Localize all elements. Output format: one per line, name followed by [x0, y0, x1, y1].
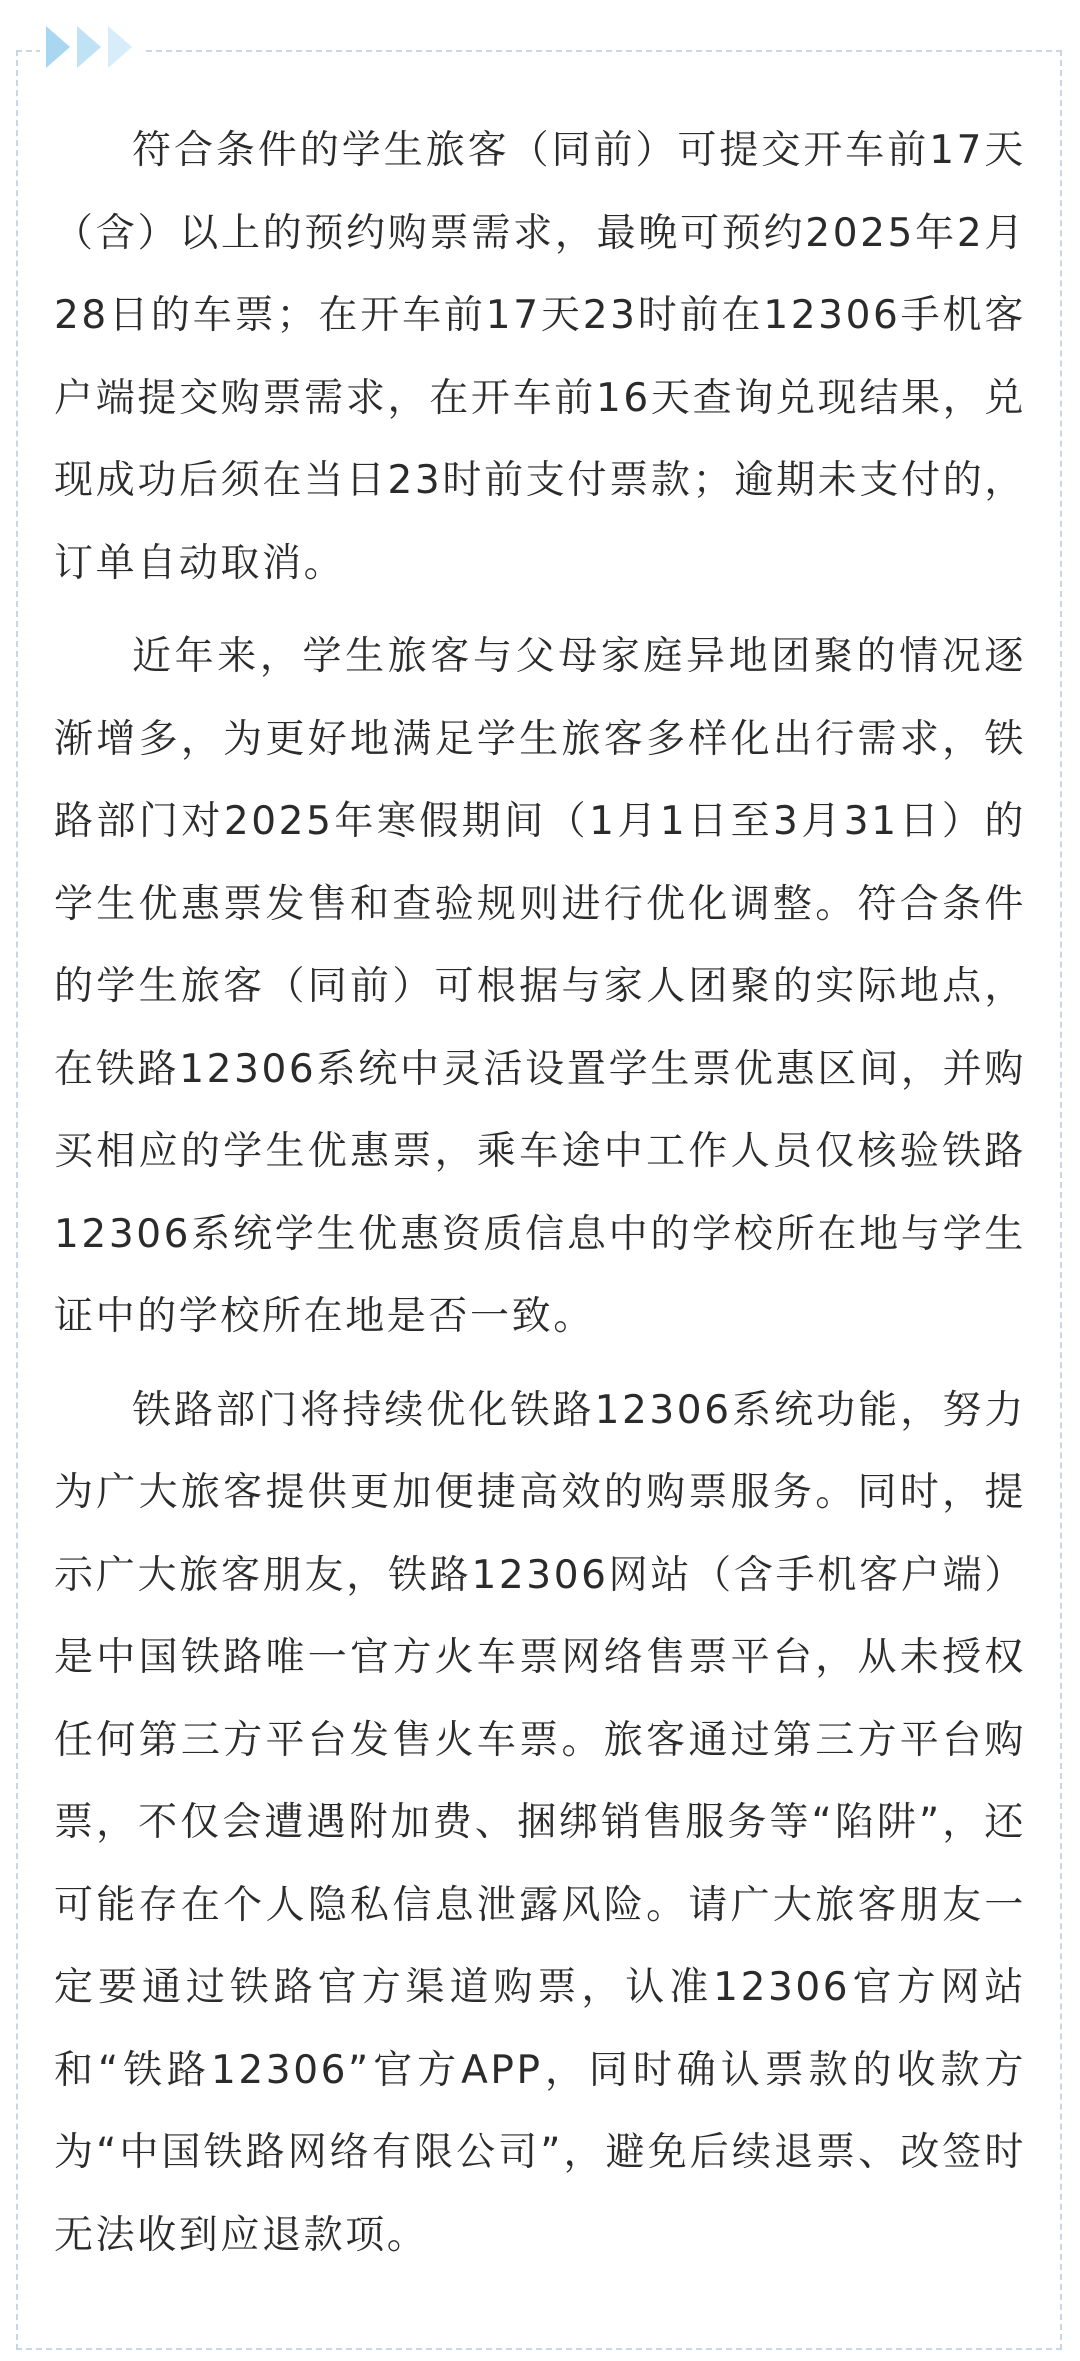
paragraph-discount-adjustment: 近年来，学生旅客与父母家庭异地团聚的情况逐渐增多，为更好地满足学生旅客多样化出行需求，铁路部门对2025年寒假期间（1月1日至3月31日）的学生优惠票发售和查验规则进行优化调整。符合条件的学生旅客（同前）可根据与家人团聚的实际地点，在铁路12306系统中灵活设置学生票优惠区间，并购买相应的学生优惠票，乘车途中工作人员仅核验铁路12306系统学生优惠资质信息中的学校所在地与学生证中的学校所在地是否一致。 — [54, 634, 1026, 1339]
paragraph-official-channel-notice: 铁路部门将持续优化铁路12306系统功能，努力为广大旅客提供更加便捷高效的购票服务。同时，提示广大旅客朋友，铁路12306网站（含手机客户端）是中国铁路唯一官方火车票网络售票平台，从未授权任何第三方平台发售火车票。旅客通过第三方平台购票，不仅会遭遇附加费、捆绑销售服务等“陷阱”，还可能存在个人隐私信息泄露风险。请广大旅客朋友一定要通过铁路官方渠道购票，认准12306官方网站和“铁路12306”官方APP，同时确认票款的收款方为“中国铁路网络有限公司”，避免后续退票、改签时无法收到应退款项。 — [54, 1387, 1026, 2258]
paragraph-booking-rules: 符合条件的学生旅客（同前）可提交开车前17天（含）以上的预约购票需求，最晚可预约2025年2月28日的车票；在开车前17天23时前在12306手机客户端提交购票需求，在开车前16天查询兑现结果，兑现成功后须在当日23时前支付票款；逾期未支付的，订单自动取消。 — [54, 128, 1026, 586]
article-body — [54, 110, 1026, 2288]
chevron-right-icon — [77, 26, 101, 68]
chevron-right-icon — [108, 26, 132, 68]
chevron-right-icon — [46, 26, 70, 68]
triple-chevron-right-icon — [40, 26, 145, 70]
